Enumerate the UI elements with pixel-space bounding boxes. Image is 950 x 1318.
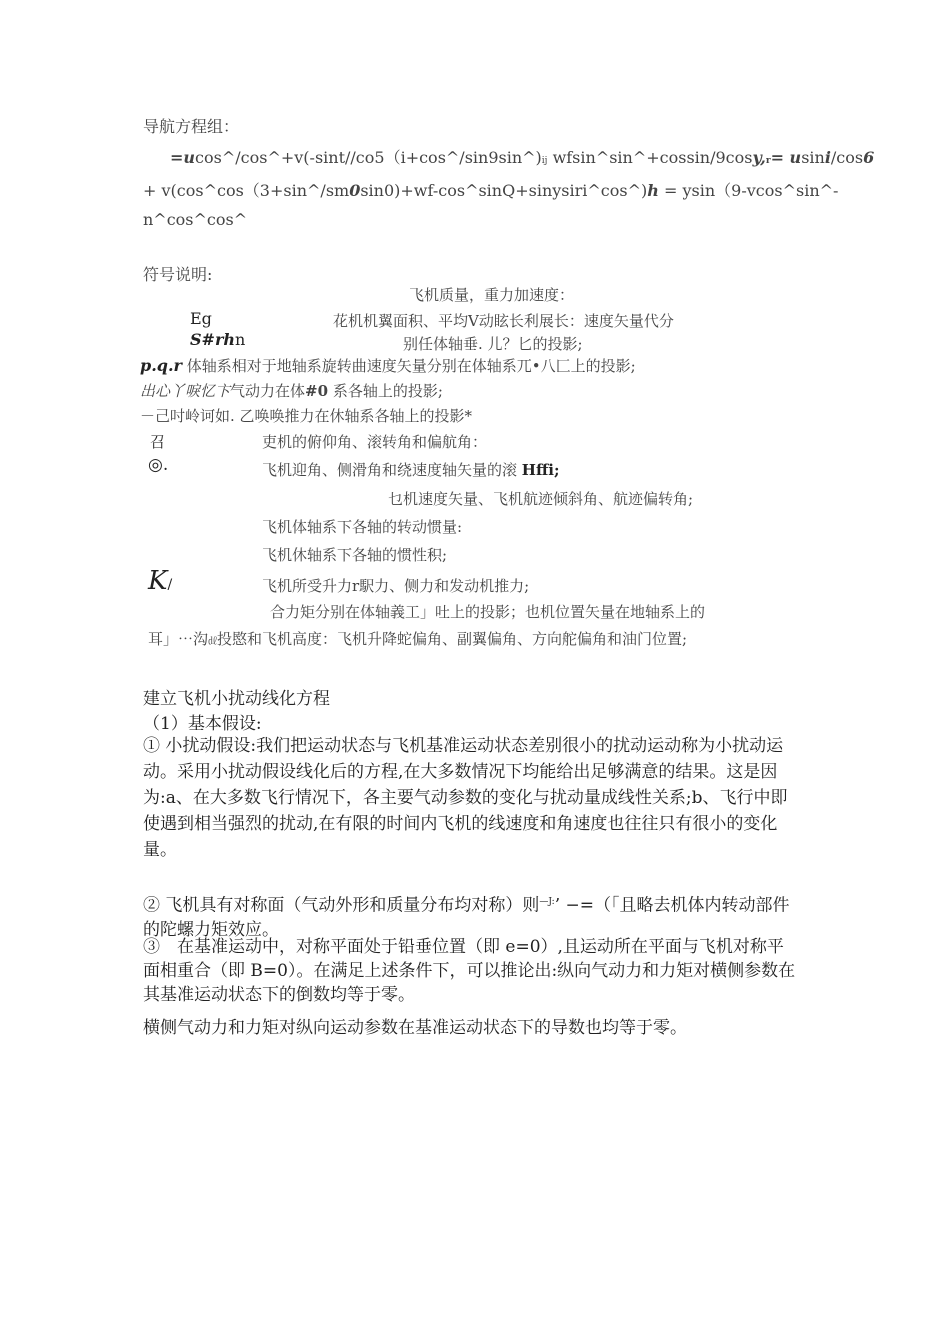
symbol-line-4-text: 体轴系相对于地轴系旋转曲速度矢量分别在体轴系兀•八匚上的投影;	[186, 357, 636, 375]
symbol-line-14-tiny: ㎗	[208, 637, 218, 647]
section-subtitle: （1）基本假设:	[143, 714, 262, 734]
symbol-line-8-text: 飞机迎角、侧滑角和绕速度轴矢量的滚	[262, 461, 518, 479]
assumption-2-text-b: ’ −=（「且略去机体内转动部件的陀螺力矩效应。	[143, 895, 790, 940]
symbol-line-8-bold: Hffi;	[521, 461, 560, 479]
assumption-2	[143, 890, 798, 942]
eq1-part-c: sin	[801, 148, 825, 167]
nav-equation-line-2	[143, 178, 838, 201]
symbol-line-1: 飞机质量，重力加速度：	[409, 286, 575, 304]
eq2-part-c: = ysin（9-vcos^sin^-	[663, 181, 839, 200]
symbol-line-9: 乜机速度矢量、飞机航迹倾斜角、航迹偏转角;	[388, 490, 694, 508]
eq1-mid: = u	[770, 148, 802, 167]
symbol-line-3-bold: S#rh	[190, 330, 236, 349]
eq1-part-a: cos^/cos^+v(-sint//co5（i+cos^/sin9sin^)	[195, 148, 542, 167]
eq1-part-d: /cos	[830, 148, 864, 167]
symbol-line-3-symbol	[190, 330, 245, 349]
symbol-line-5-bold: #0	[305, 382, 329, 400]
section-title: 建立飞机小扰动线化方程	[143, 689, 330, 709]
eq2-bold-1: 0	[349, 181, 361, 200]
symbol-line-12-symbol	[148, 566, 172, 596]
symbol-line-13: 合力矩分别在体轴義工」吐上的投影；也机位置矢量在地轴系上的	[270, 603, 706, 621]
symbol-line-3-text: 别任体轴垂. 儿？匕的投影;	[403, 335, 583, 353]
assumption-2-sup: —J:	[539, 897, 555, 907]
eq1-lead: =u	[170, 148, 196, 167]
symbol-line-4-symbol: p.q.r	[140, 356, 182, 375]
symbol-line-5-symbol: 出心丫唳忆卞	[140, 382, 231, 400]
symbol-line-11: 飞机休轴系下各轴的惯性积;	[262, 546, 448, 564]
nav-equation-line-3: n^cos^cos^	[143, 210, 248, 229]
symbol-line-10: 飞机体轴系下各轴的转动惯量:	[262, 518, 463, 536]
eq1-bold-1: y,	[752, 148, 766, 167]
symbol-line-5-text-b: 系各轴上的投影;	[332, 382, 443, 400]
eq1-part-b: wfsin^sin^+cossin/9cos	[552, 148, 753, 167]
symbol-line-14-symbol: 耳」⋯沟	[148, 630, 209, 648]
symbol-line-6: －己吋岭诃如. 乙唤唤推力在休轴系各轴上的投影*	[140, 407, 473, 425]
eq2-lead: +	[143, 181, 157, 200]
nav-title: 导航方程组：	[143, 117, 240, 136]
symbol-line-12-k: K	[148, 566, 168, 596]
assumption-2-text-a: ② 飞机具有对称面（气动外形和质量分布均对称）则	[143, 895, 540, 916]
symbol-line-2-symbol: Eg	[190, 309, 212, 328]
nav-equation-line-1	[170, 145, 874, 168]
symbol-line-14	[148, 628, 687, 649]
symbol-line-2-text: 花机机翼面积、平均Ⅴ动眩长利展长：速度矢量代分	[333, 312, 674, 330]
symbol-line-8	[262, 459, 560, 480]
symbol-line-12-text: 飞机所受升力r駅力、侧力和发动机推力;	[262, 577, 530, 595]
symbol-line-4	[140, 355, 636, 376]
symbol-line-5	[140, 380, 443, 401]
eq2-part-a: v(cos^cos（3+sin^/sm	[161, 181, 350, 200]
assumption-3-continuation: 横侧气动力和力矩对纵向运动参数在基准运动状态下的导数也均等于零。	[143, 1018, 687, 1038]
symbol-line-8-symbol: ◎.	[148, 455, 169, 475]
assumption-1: ① 小扰动假设:我们把运动状态与飞机基准运动状态差别很小的扰动运动称为小扰动运动。采用小扰动假设线化后的方程,在大多数情况下均能给出足够满意的结果。这是因为:a、在大多数飞行情况下，各主要气动参数的变化与扰动量成线性关系;b、飞行中即使遇到相当强烈的扰动,在有限的时间内飞机的线速度和角速度也往往只有很小的变化量。	[143, 736, 788, 860]
symbol-line-7-symbol: 召	[150, 433, 166, 451]
eq1-bold-3: 6	[863, 148, 875, 167]
eq1-tiny-2: r	[765, 156, 771, 166]
symbol-line-14-text: 投愍和飞机高度：飞机升降蛇偏角、副翼偏角、方向舵偏角和油门位置;	[217, 630, 688, 648]
symbols-title: 符号说明:	[143, 265, 213, 284]
eq2-bold-2: h	[647, 181, 659, 200]
symbol-line-12-slash: /	[167, 577, 173, 593]
assumption-3: ③ 在基准运动中，对称平面处于铅垂位置（即 e=0）,且运动所在平面与飞机对称平面相重合（即 B=0）。在满足上述条件下，可以推论出:纵向气动力和力矩对横侧参数在其基准运动状态下的倒数均等于零。	[143, 937, 796, 1005]
symbol-line-5-text-a: 气动力在体	[230, 382, 306, 400]
symbol-line-3-n: n	[235, 330, 246, 349]
eq2-part-b: sin0)+wf-cos^sinQ+sinysiri^cos^)	[360, 181, 648, 200]
symbol-line-7-text: 吏机的俯仰角、滚转角和偏航角：	[262, 433, 488, 451]
eq1-bold-2: i	[824, 148, 831, 167]
eq1-tiny-1: ij	[541, 156, 548, 166]
